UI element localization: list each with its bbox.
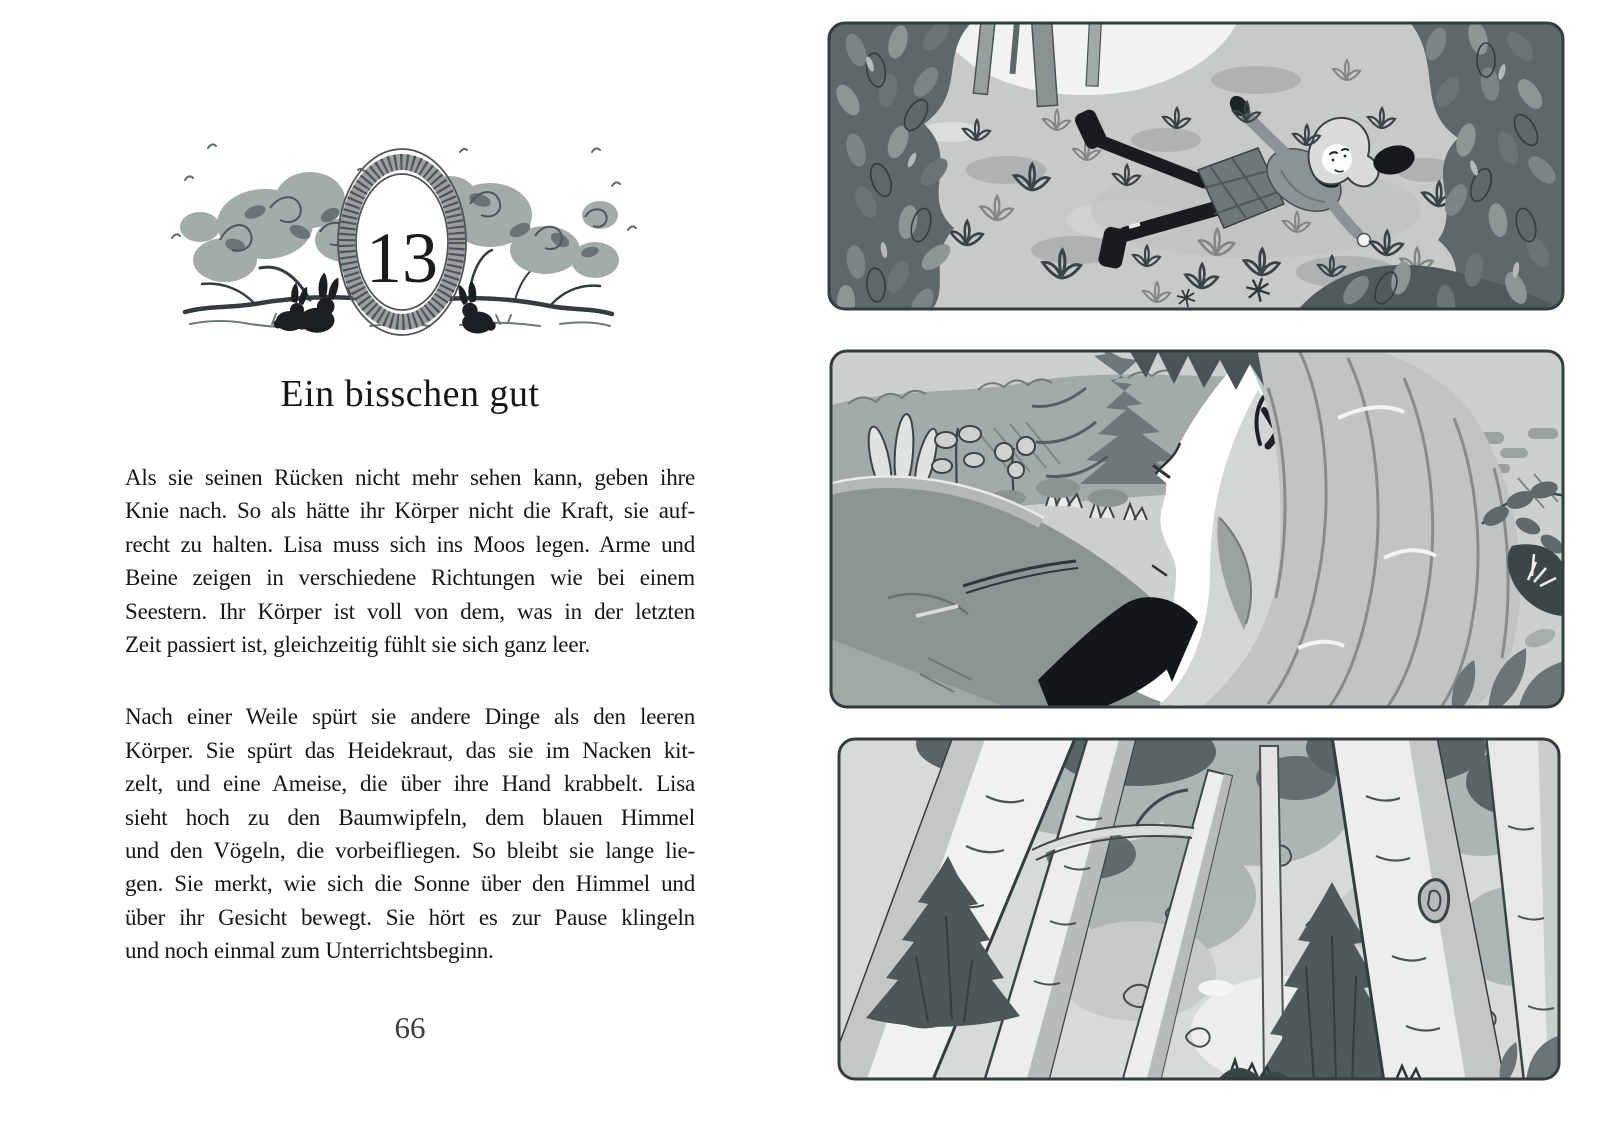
panel-looking-up-at-trees xyxy=(836,736,1562,1082)
panel-face-closeup xyxy=(828,348,1566,710)
text-line: Knie nach. So als hätte ihr Körper nicht die Kraft, sie auf- xyxy=(125,498,695,524)
text-line: Zeit passiert ist, gleichzeitig fühlt sie sich ganz leer. xyxy=(125,632,591,658)
chapter-ornament-illustration xyxy=(160,112,640,340)
text-line: recht zu halten. Lisa muss sich ins Moos legen. Arme und xyxy=(125,531,695,557)
text-line: sieht hoch zu den Baumwipfeln, dem blauen Himmel xyxy=(125,804,695,830)
text-line: gen. Sie merkt, wie sich die Sonne über den Himmel und xyxy=(125,871,695,897)
wreath-trees-rabbits-illustration xyxy=(160,112,640,340)
chapter-number: 13 xyxy=(366,218,438,298)
body-text xyxy=(125,461,695,968)
paragraph xyxy=(125,461,695,661)
text-line: Beine zeigen in verschiedene Richtungen wie bei einem xyxy=(125,565,695,591)
text-line: über ihr Gesicht bewegt. Sie hört es zur Pause klingeln xyxy=(125,904,695,930)
text-line: und noch einmal zum Unterrichtsbeginn. xyxy=(125,938,494,964)
page-number: 66 xyxy=(394,1010,426,1045)
text-line: Nach einer Weile spürt sie andere Dinge als den leeren xyxy=(125,704,695,730)
paragraph xyxy=(125,700,695,967)
chapter-title: Ein bisschen gut xyxy=(280,373,540,415)
text-line: zelt, und eine Ameise, die über ihre Hand krabbelt. Lisa xyxy=(125,771,695,797)
text-line: Seestern. Ihr Körper ist voll von dem, was in der letzten xyxy=(125,598,695,624)
text-line: Als sie seinen Rücken nicht mehr sehen kann, geben ihre xyxy=(125,465,695,490)
text-line: und den Vögeln, die vorbeifliegen. So bleibt sie lange lie- xyxy=(125,838,695,864)
panel-girl-lying-in-clearing xyxy=(826,20,1566,312)
text-line: Körper. Sie spürt das Heidekraut, das sie im Nacken kit- xyxy=(125,737,695,763)
